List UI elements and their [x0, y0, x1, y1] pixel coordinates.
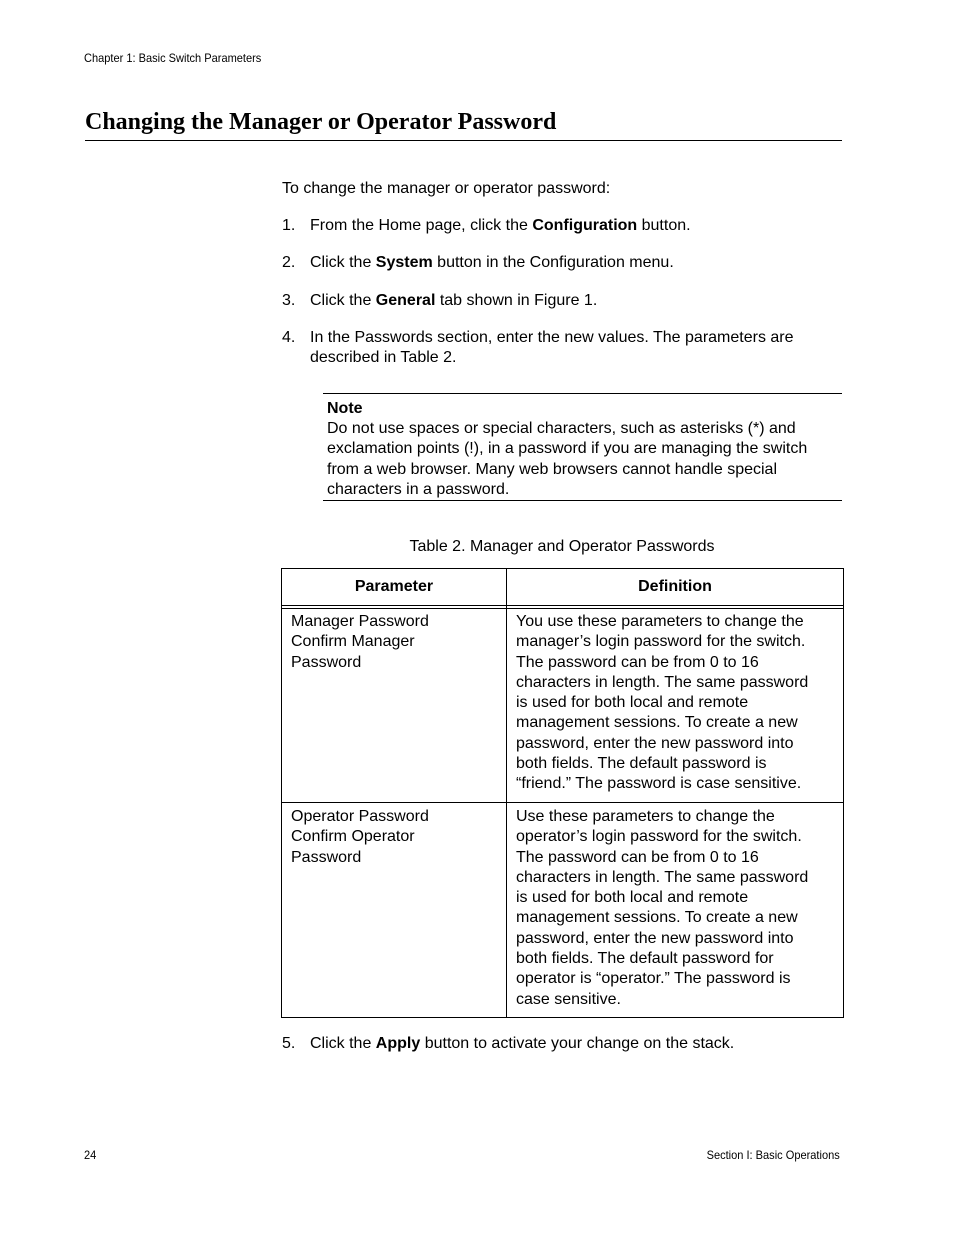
table-cell-definition: Use these parameters to change the operator’s login password for the switch. The password can be from 0 to 16 characters in length. The same password is used for both local and remote management sessions. To create a new password, enter the new password into both fields. The default password for operator is “operator.” The password is case sensitive. — [516, 808, 809, 1008]
table-caption: Table 2. Manager and Operator Passwords — [409, 538, 715, 555]
header-rule — [282, 605, 843, 606]
step-text: Click the General tab shown in Figure 1. — [310, 292, 598, 309]
password-table — [281, 568, 844, 1018]
ui-term-apply: Apply — [375, 1035, 421, 1052]
column-header-definition: Definition — [638, 578, 712, 595]
step-number: 3. — [282, 292, 296, 309]
table-cell-parameter: Operator Password Confirm Operator Password — [291, 808, 429, 866]
note-box — [323, 393, 842, 501]
note-title: Note — [327, 400, 363, 417]
step-text: Click the Apply button to activate your change on the stack. — [310, 1035, 735, 1052]
step-text: Click the System button in the Configuration menu. — [310, 254, 674, 271]
running-header: Chapter 1: Basic Switch Parameters — [84, 51, 262, 65]
row-divider — [282, 802, 843, 803]
step-text: From the Home page, click the Configuration button. — [310, 217, 691, 234]
step-number: 1. — [282, 217, 296, 234]
ui-term-general: General — [375, 292, 436, 309]
column-divider — [506, 569, 507, 1017]
page-number: 24 — [84, 1148, 97, 1162]
header-rule — [282, 608, 843, 609]
step-text: In the Passwords section, enter the new values. The parameters are described in Table 2. — [310, 329, 794, 367]
section-title: Changing the Manager or Operator Password — [85, 107, 842, 141]
ui-term-system: System — [375, 254, 433, 271]
note-body: Do not use spaces or special characters, such as asterisks (*) and exclamation points (!), in a password if you are managing the switch from a web browser. Many web browsers cannot handle special characters in a password. — [327, 420, 808, 498]
table-cell-definition: You use these parameters to change the manager’s login password for the switch. The password can be from 0 to 16 characters in length. The same password is used for both local and remote management sessions. To create a new password, enter the new password into both fields. The default password is “friend.” The password is case sensitive. — [516, 613, 809, 793]
step-number: 4. — [282, 329, 296, 346]
intro-text: To change the manager or operator password: — [282, 180, 611, 197]
footer-section-label: Section I: Basic Operations — [706, 1148, 840, 1162]
step-number: 5. — [282, 1035, 296, 1052]
table-cell-parameter: Manager Password Confirm Manager Password — [291, 613, 429, 671]
column-header-parameter: Parameter — [354, 578, 434, 595]
step-number: 2. — [282, 254, 296, 271]
ui-term-configuration: Configuration — [532, 217, 638, 234]
